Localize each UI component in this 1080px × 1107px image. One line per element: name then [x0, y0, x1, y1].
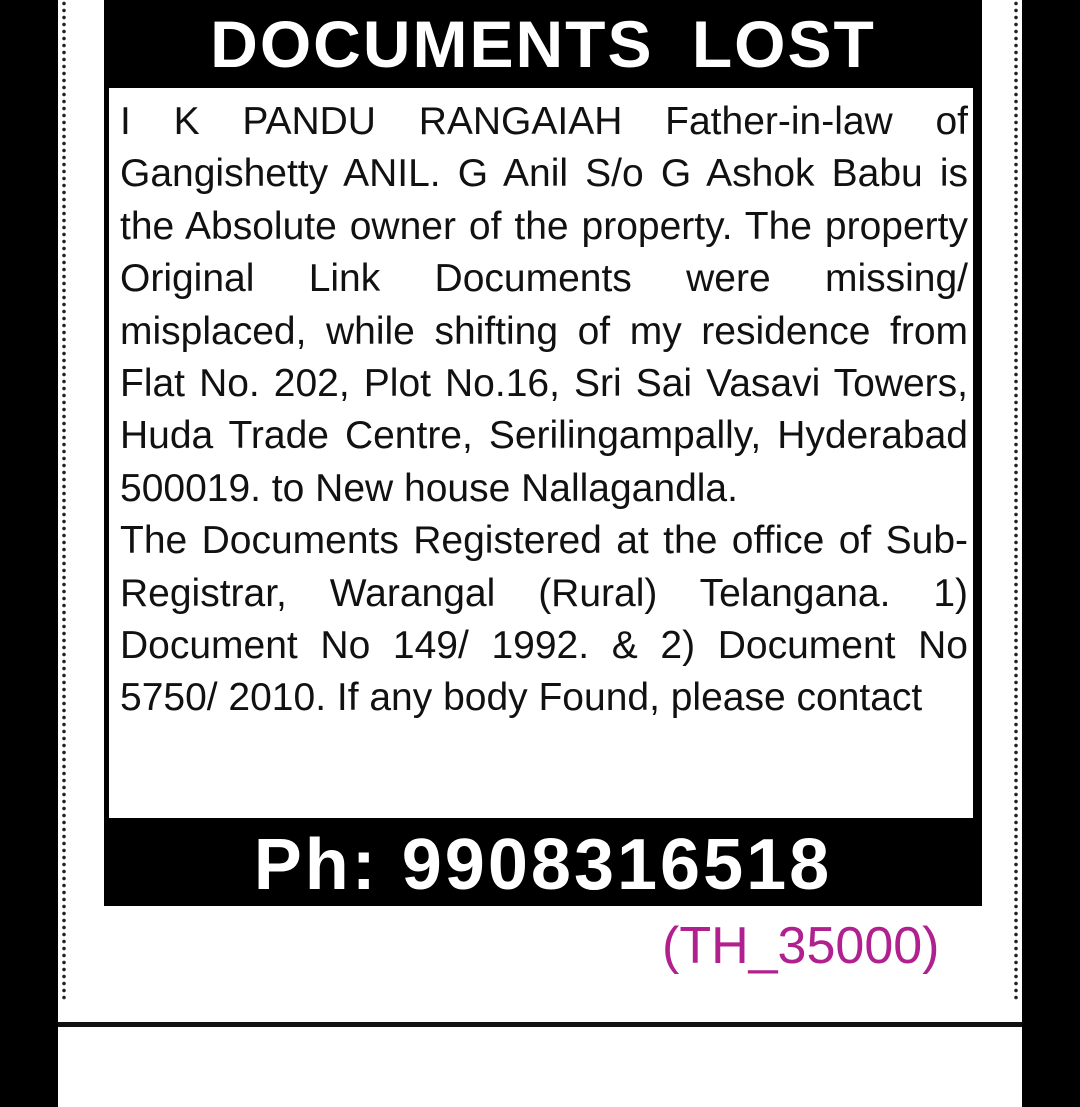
perforation-left [60, 0, 68, 1000]
ad-paragraph-1: I K PANDU RANGAIAH Father-in-law of Gangishetty ANIL. G Anil S/o G Ashok Babu is the Absolute owner of the property. The property Original Link Documents were missing/ misplaced, while shifting of my residence from Flat No. 202, Plot No.16, Sri Sai Vasavi Towers, Huda Trade Centre, Serilingampally, Hyderabad 500019. to New house Nallagandla. [120, 100, 968, 510]
perforation-right [1012, 0, 1020, 1000]
ad-paragraph-2: The Documents Registered at the office of Sub-Registrar, Warangal (Rural) Telangana. 1) Document No 149/ 1992. & 2) Document No 5750/ 2010. If any body Found, please contact [120, 519, 968, 720]
contact-phone: Ph: 9908316518 [253, 825, 833, 905]
classified-ad [104, 0, 982, 906]
ad-reference-code: (TH_35000) [662, 917, 940, 975]
ad-title: DOCUMENTS LOST [210, 7, 876, 81]
ad-text [120, 96, 968, 725]
divider-rule [58, 1022, 1022, 1027]
ad-body [109, 88, 973, 818]
